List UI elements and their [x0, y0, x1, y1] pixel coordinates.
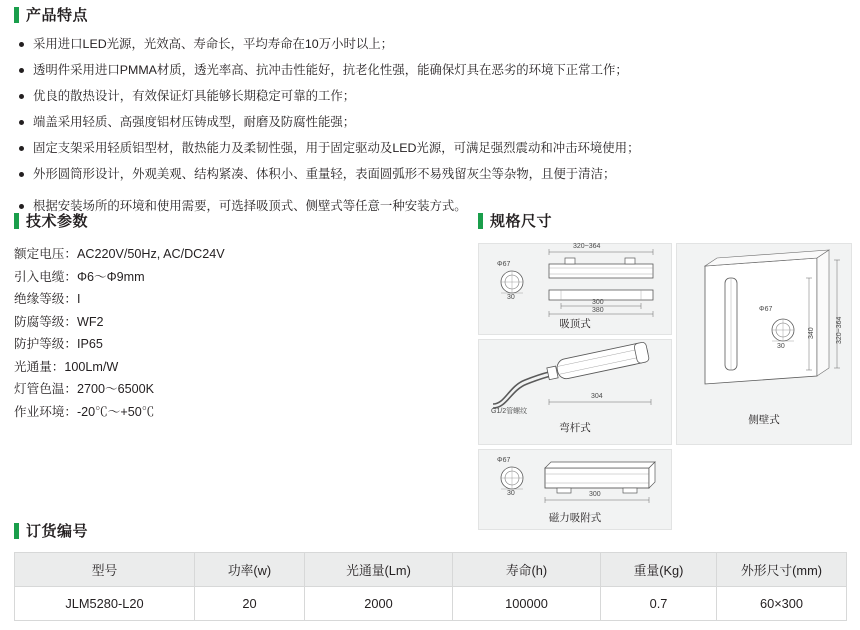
param-key: 绝缘等级：: [14, 292, 77, 306]
column-header: 寿命(h): [453, 553, 601, 587]
order-title: 订货编号: [26, 523, 89, 540]
param-value: WF2: [76, 314, 104, 329]
features-section: [14, 4, 844, 222]
param-key: 防腐等级：: [14, 314, 77, 329]
dimension-label: 380: [592, 307, 604, 314]
param-key: 防护等级：: [14, 337, 77, 351]
list-item: 外形圆筒形设计，外观美观、结构紧凑、体积小、重量轻，表面圆弧形不易残留灰尘等杂物，且便于清洁；: [14, 164, 844, 185]
drawing-caption: 磁力吸附式: [548, 512, 602, 524]
param-value: IP65: [76, 337, 103, 351]
list-item: 优良的散热设计，有效保证灯具能够长期稳定可靠的工作；: [14, 86, 844, 107]
table-cell: JLM5280-L20: [15, 587, 195, 621]
accent-bar-icon: [14, 523, 19, 539]
dimension-label: Φ67: [497, 457, 511, 464]
param-key: 引入电缆：: [14, 269, 77, 284]
drawing-caption: 弯杆式: [559, 422, 591, 434]
param-value: I: [76, 292, 81, 306]
param-key: 作业环境：: [14, 404, 77, 419]
list-item: 固定支架采用轻质铝型材，散热能力及柔韧性强，用于固定驱动及LED光源，可满足强烈震动和冲击环境使用；: [14, 138, 844, 159]
param-row: [14, 356, 444, 379]
param-key: 光通量：: [14, 359, 65, 374]
drawing-magnetic-mount: [478, 449, 672, 530]
spec-title: 规格尺寸: [490, 213, 553, 230]
param-value: AC220V/50Hz, AC/DC24V: [76, 247, 225, 261]
table-row: [15, 587, 847, 621]
dimension-label: 340: [808, 327, 815, 339]
param-row: [14, 401, 444, 424]
param-key: 额定电压：: [14, 247, 77, 261]
tech-params-title: 技术参数: [26, 213, 89, 230]
order-code-section: [14, 520, 846, 621]
list-item: 根据安装场所的环境和使用需要，可选择吸顶式、侧壁式等任意一种安装方式。: [14, 196, 844, 217]
dimension-label: Φ67: [497, 261, 511, 268]
column-header: 功率(w): [195, 553, 305, 587]
dimension-label: Φ67: [759, 306, 773, 313]
column-header: 光通量(Lm): [305, 553, 453, 587]
tech-params-section: [14, 210, 444, 423]
dimension-label: 30: [507, 294, 515, 301]
param-row: [14, 378, 444, 401]
dimension-label: 30: [507, 490, 515, 497]
drawing-ceiling-mount: [478, 243, 672, 335]
accent-bar-icon: [14, 213, 19, 229]
param-row: [14, 333, 444, 356]
column-header: 外形尺寸(mm): [717, 553, 847, 587]
param-value: -20℃～+50℃: [76, 404, 155, 419]
tech-params-list: [14, 243, 444, 423]
param-key: 灯管色温：: [14, 382, 77, 396]
dimension-label: 320~364: [573, 243, 601, 250]
param-value: 100Lm/W: [64, 359, 119, 374]
table-cell: 0.7: [601, 587, 717, 621]
spec-heading: [478, 210, 850, 231]
dimension-label: 300: [589, 491, 601, 498]
features-title: 产品特点: [26, 7, 89, 24]
accent-bar-icon: [478, 213, 483, 229]
column-header: 型号: [15, 553, 195, 587]
param-value: Φ6～Φ9mm: [76, 269, 145, 284]
drawing-wall-mount: [676, 243, 852, 445]
order-table: [14, 552, 847, 621]
table-cell: 20: [195, 587, 305, 621]
list-item: 透明件采用进口PMMA材质，透光率高、抗冲击性能好，抗老化性强，能确保灯具在恶劣的环境下正常工作；: [14, 60, 844, 81]
accent-bar-icon: [14, 7, 19, 23]
features-list: [14, 34, 844, 217]
dimension-label: G1/2管螺纹: [491, 408, 528, 415]
table-cell: 60×300: [717, 587, 847, 621]
spec-drawings: [478, 243, 850, 528]
order-heading: [14, 520, 846, 541]
table-cell: 2000: [305, 587, 453, 621]
dimension-label: 300: [592, 299, 604, 306]
table-header-row: [15, 553, 847, 587]
param-value: 2700～6500K: [76, 382, 154, 396]
column-header: 重量(Kg): [601, 553, 717, 587]
param-row: [14, 288, 444, 311]
param-row: [14, 243, 444, 266]
list-item: 采用进口LED光源，光效高、寿命长，平均寿命在10万小时以上；: [14, 34, 844, 55]
features-heading: [14, 4, 844, 25]
spec-dimensions-section: [478, 210, 850, 528]
dimension-label: 304: [591, 393, 603, 400]
dimension-label: 320~364: [836, 316, 843, 344]
param-row: [14, 311, 444, 334]
drawing-gooseneck-mount: [478, 339, 672, 445]
list-item: 端盖采用轻质、高强度铝材压铸成型，耐磨及防腐性能强；: [14, 112, 844, 133]
drawing-caption: 吸顶式: [559, 318, 591, 330]
table-cell: 100000: [453, 587, 601, 621]
param-row: [14, 266, 444, 289]
tech-params-heading: [14, 210, 444, 231]
dimension-label: 30: [777, 343, 785, 350]
drawing-caption: 侧壁式: [748, 414, 780, 426]
